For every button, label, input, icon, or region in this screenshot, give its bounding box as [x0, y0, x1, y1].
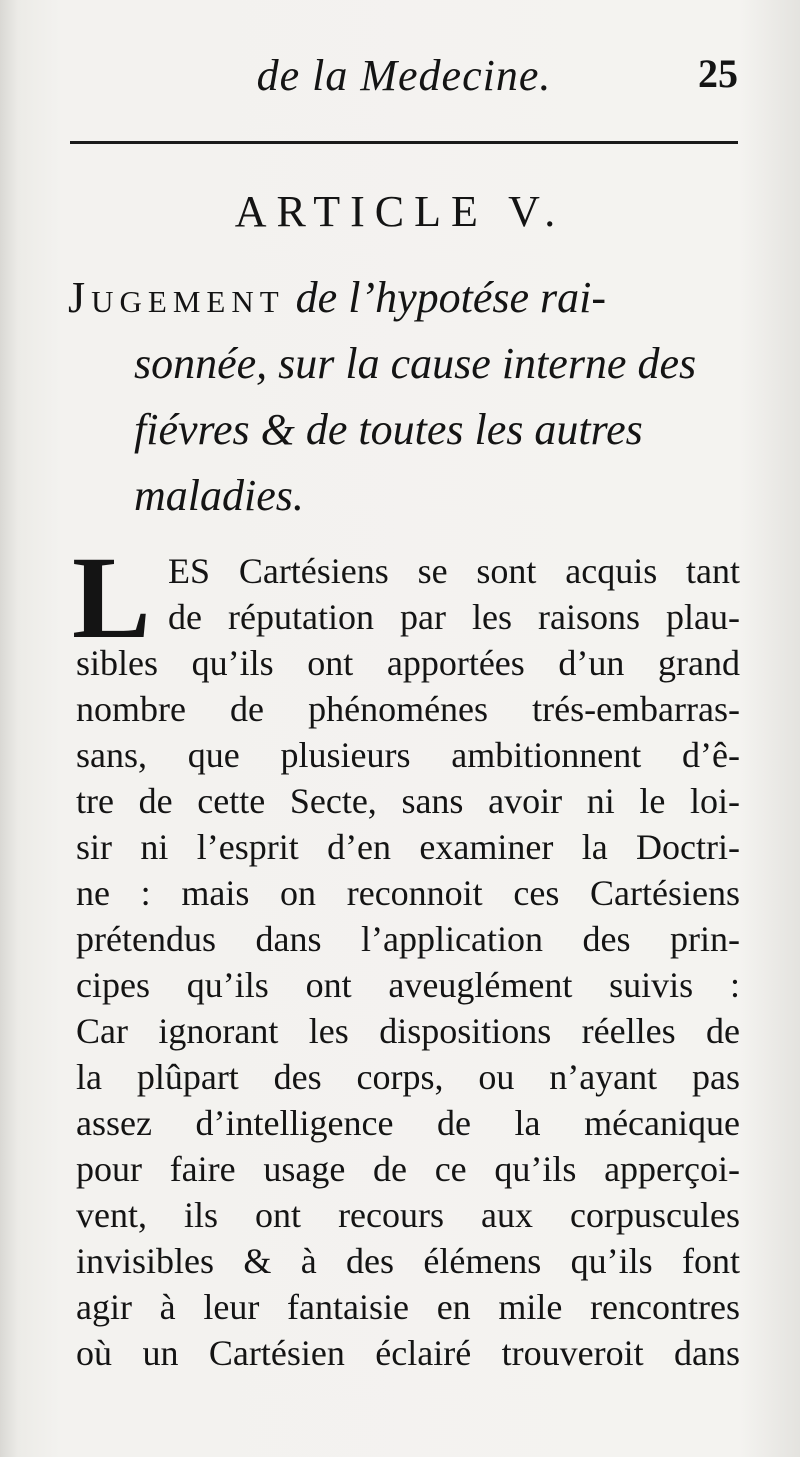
page-number: 25 [698, 51, 738, 96]
text-line: agir à leur fantaisie en mile rencontres [76, 1287, 740, 1327]
section-title [68, 265, 744, 529]
text-line: Car ignorant les dispositions réelles de [76, 1011, 740, 1051]
body-paragraph [72, 532, 740, 1376]
header-rule [70, 141, 738, 144]
text-line: assez d’intelligence de la mécanique [76, 1103, 740, 1143]
text-line: cipes qu’ils ont aveuglément suivis : [76, 965, 740, 1005]
text-line: ne : mais on reconnoit ces Cartésiens [76, 873, 740, 913]
section-title-line: maladies. [134, 471, 304, 520]
text-line: sibles qu’ils ont apportées d’un grand [76, 643, 740, 683]
article-heading: ARTICLE V. [234, 187, 566, 236]
section-title-line: sonnée, sur la cause interne des [134, 339, 697, 388]
text-line: sans, que plusieurs ambitionnent d’ê- [76, 735, 740, 775]
text-line: invisibles & à des élémens qu’ils font [76, 1241, 740, 1281]
running-title: de la Medecine. [256, 51, 552, 100]
text-line: vent, ils ont recours aux corpuscules [76, 1195, 740, 1235]
section-title-line: Jugement de l’hypotése rai- [68, 273, 607, 322]
drop-cap: L [72, 532, 151, 663]
text-line: pour faire usage de ce qu’ils apperçoi- [76, 1149, 740, 1189]
section-title-line: fiévres & de toutes les autres [134, 405, 643, 454]
text-line: ES Cartésiens se sont acquis tant [168, 551, 740, 591]
text-line: nombre de phénoménes trés-embarras- [76, 689, 740, 729]
text-line: sir ni l’esprit d’en examiner la Doctri- [76, 827, 740, 867]
text-line: prétendus dans l’application des prin- [76, 919, 740, 959]
text-line: la plûpart des corps, ou n’ayant pas [76, 1057, 740, 1097]
text-line: tre de cette Secte, sans avoir ni le loi- [76, 781, 740, 821]
text-line: de réputation par les raisons plau- [168, 597, 740, 637]
page-header [70, 50, 738, 146]
text-line: où un Cartésien éclairé trouveroit dans [76, 1333, 740, 1373]
